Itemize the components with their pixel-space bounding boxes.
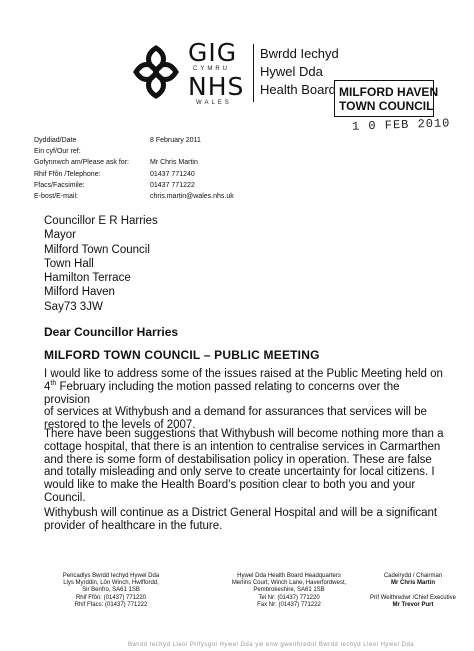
meta-row: [34, 146, 234, 157]
reference-details: [34, 135, 234, 202]
footer-line: Sir Benfro, SA61 1SB: [82, 587, 140, 594]
ordinal-suffix: th: [50, 379, 57, 387]
address-line: Mayor: [44, 229, 76, 242]
footer-line: Pembrokeshire, SA61 1SB: [253, 587, 325, 594]
health-board-line: Hywel Dda: [260, 64, 323, 79]
paragraph-line: I would like to address some of the issues raised at the Public Meeting held on: [44, 368, 443, 380]
footer-line: Rhif Ffôn: (01437) 771220: [75, 594, 147, 601]
footer-line: Cadeirydd / Chairman: [383, 573, 443, 579]
address-line: Hamilton Terrace: [44, 272, 131, 285]
footer-line: Hywel Dda Health Board Headquarters: [237, 573, 341, 579]
subject-heading: MILFORD TOWN COUNCIL – PUBLIC MEETING: [44, 348, 320, 362]
address-line: Say73 3JW: [44, 300, 103, 313]
footer-line: [358, 587, 468, 594]
paragraph-line: cottage hospital, that there is an intention to centralise services in Carmarthen: [44, 440, 441, 453]
meta-label: Ein cyf/Our ref:: [34, 148, 81, 156]
meta-row: [34, 157, 234, 168]
paragraph-line: Withybush will continue as a District General Hospital and will be a significant: [44, 507, 438, 519]
footer-line: Tel Nr: (01437) 771220: [258, 594, 320, 601]
paragraph-line: Council.: [44, 491, 86, 504]
footer-english-address: [218, 573, 360, 609]
paragraph-line: and totally misleading and only serve to create uncertainty for local citizens. I: [44, 466, 435, 479]
meta-label: Dyddiad/Date: [34, 137, 77, 144]
meta-row: [34, 135, 234, 146]
health-board-line: Health Board: [260, 82, 336, 97]
paragraph-line: [44, 381, 444, 407]
meta-label: Ffacs/Facsimile:: [34, 181, 85, 189]
meta-row: [34, 191, 234, 202]
health-board-name: [260, 45, 339, 99]
paragraph-line: and there is some form of destabilisation policy in operation. These are false: [44, 453, 432, 466]
salutation: Dear Councillor Harries: [44, 325, 179, 339]
meta-value: chris.martin@wales.nhs.uk: [150, 193, 234, 201]
paragraph-1: [44, 368, 444, 432]
meta-value: Mr Chris Martin: [150, 159, 198, 167]
footer-line: Prif Weithredwr /Chief Executive: [370, 594, 456, 601]
nhs-wales-knot-logo-icon: [132, 44, 180, 100]
footer-officers: [358, 573, 468, 609]
stamp-date: 1 0 FEB 2010: [351, 116, 451, 134]
footer-line: Llys Myrddin, Lôn Winch, Hwlffordd,: [63, 580, 159, 587]
meta-value: 8 February 2011: [150, 137, 201, 144]
logo-wales-text: WALES: [196, 100, 232, 106]
stamp-line: TOWN COUNCIL: [339, 99, 434, 113]
logo-nhs-text: NHS: [188, 72, 245, 101]
meta-row: [34, 180, 234, 191]
address-line: Councillor E R Harries: [44, 215, 158, 227]
paragraph-text: February including the motion passed relating to concerns over the provision: [44, 380, 400, 406]
address-line: Milford Town Council: [44, 243, 150, 256]
health-board-line: Bwrdd Iechyd: [260, 46, 339, 61]
footer-line: Pencadlys Bwrdd Iechyd Hywel Dda: [62, 573, 160, 579]
received-stamp: [334, 80, 439, 117]
recipient-address: [44, 214, 158, 314]
paragraph-line: restored to the levels of 2007.: [44, 419, 196, 432]
stamp-line: MILFORD HAVEN: [339, 85, 439, 99]
paragraph-2: [44, 428, 444, 505]
logo-gig-text: GIG: [188, 38, 238, 67]
meta-label: E-bost/E-mail:: [34, 193, 78, 201]
logo-cymru-text: CYMRU: [193, 66, 230, 72]
footer-line: Fax Nr: (01437) 771222: [257, 601, 321, 608]
paragraph-3: [44, 507, 444, 533]
address-line: Milford Haven: [44, 286, 115, 299]
footer-line: Merlins Court, Winch Lane, Haverfordwest,: [231, 580, 347, 587]
meta-label: Rhif Ffôn /Telephone:: [34, 170, 101, 178]
date-number: 4: [44, 380, 51, 393]
meta-value: 01437 771240: [150, 170, 195, 178]
meta-label: Gofynnwch am/Please ask for:: [34, 159, 129, 167]
chairman-name: Mr Chris Martin: [390, 580, 435, 587]
paragraph-line: would like to make the Health Board’s position clear to both you and your: [44, 479, 416, 492]
paragraph-line: There have been suggestions that Withybush will become nothing more than a: [44, 428, 444, 440]
meta-value: 01437 771222: [150, 181, 195, 189]
footer-bottom-strip: Bwrdd Iechyd Lleol Prifysgol Hywel Dda yw enw gweithredol Bwrdd Iechyd Lleol Hywel Dda: [128, 642, 415, 648]
footer-line: Rhif Ffacs: (01437) 771222: [74, 601, 148, 608]
logo-divider: [253, 44, 254, 102]
address-line: Town Hall: [44, 257, 94, 270]
chief-executive-name: Mr Trevor Purt: [392, 601, 434, 608]
footer-welsh-address: [46, 573, 176, 609]
meta-row: [34, 169, 234, 180]
paragraph-line: provider of healthcare in the future.: [44, 519, 223, 532]
paragraph-line: of services at Withybush and a demand for assurances that services will be: [44, 406, 427, 419]
